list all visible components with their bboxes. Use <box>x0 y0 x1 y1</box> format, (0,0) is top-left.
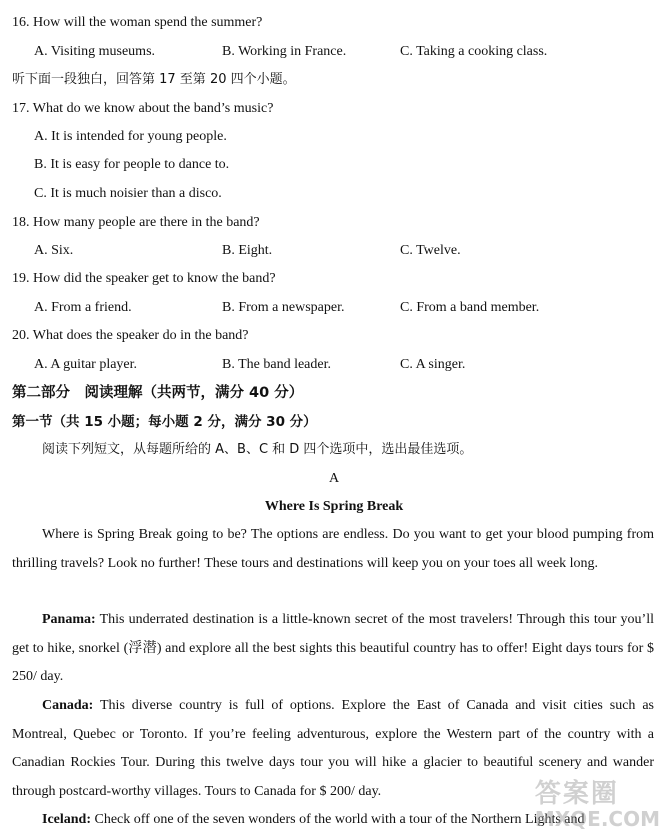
iceland-paragraph <box>12 806 654 835</box>
q18-option-b: B. Eight. <box>222 243 273 258</box>
q18-option-c: C. Twelve. <box>400 243 461 258</box>
q19-option-b: B. From a newspaper. <box>222 300 345 315</box>
q20-option-a: A. A guitar player. <box>34 357 138 372</box>
q16-option-c: C. Taking a cooking class. <box>400 44 548 59</box>
question-20: 20. What does the speaker do in the band? <box>12 328 249 343</box>
canada-paragraph <box>12 692 654 806</box>
watermark-logo-sub: MXQE.COM <box>534 807 660 831</box>
canada-text: This diverse country is full of options. Explore the East of Canada and visit cities such as Montreal, Quebec or Toronto. If you’re feeling adventurous, explore the Western part of the country with a Canadian Rockies Tour. During this twelve days tour you will hike a glacier to beautiful scenery and wander through postcard-worthy villages. Tours to Canada for $ 200/ day. <box>12 698 654 799</box>
panama-paragraph <box>12 606 654 692</box>
passage-letter: A <box>328 471 340 486</box>
question-16: 16. How will the woman spend the summer? <box>12 15 263 30</box>
panama-text: This underrated destination is a little-known secret of the most travelers! Through this tour you’ll get to hike, snorkel (浮潜) and explore all the best sights this beautiful country has to offer! Eight days tours for $ 250/ day. <box>12 612 654 684</box>
reading-instruction: 阅读下列短文，从每题所给的 A、B、C 和 D 四个选项中，选出最佳选项。 <box>42 442 473 457</box>
q16-option-b: B. Working in France. <box>222 44 347 59</box>
q19-option-c: C. From a band member. <box>400 300 540 315</box>
intro-text: Where is Spring Break going to be? The options are endless. Do you want to get your blood pumping from thrilling travels? Look no further! These tours and destinations will keep you on your toes all week long. <box>12 527 654 571</box>
question-19: 19. How did the speaker get to know the band? <box>12 271 276 286</box>
q19-option-a: A. From a friend. <box>34 300 132 315</box>
panama-label: Panama: <box>42 612 96 627</box>
canada-label: Canada: <box>42 698 94 713</box>
q17-option-b: B. It is easy for people to dance to. <box>34 157 230 172</box>
monologue-instruction: 听下面一段独白，回答第 17 至第 20 四个小题。 <box>12 72 296 87</box>
question-18: 18. How many people are there in the band? <box>12 215 260 230</box>
q20-option-b: B. The band leader. <box>222 357 331 372</box>
q17-option-a: A. It is intended for young people. <box>34 129 227 144</box>
passage-intro-paragraph <box>12 521 654 578</box>
q20-option-c: C. A singer. <box>400 357 466 372</box>
iceland-text: Check off one of the seven wonders of the world with a tour of the Northern Lights and <box>91 812 585 827</box>
iceland-label: Iceland: <box>42 812 91 827</box>
passage-title: Where Is Spring Break <box>264 499 404 514</box>
section-one-title: 第一节（共 15 小题；每小题 2 分，满分 30 分） <box>12 414 317 430</box>
q16-option-a: A. Visiting museums. <box>34 44 156 59</box>
q17-option-c: C. It is much noisier than a disco. <box>34 186 222 201</box>
question-17: 17. What do we know about the band’s music? <box>12 101 274 116</box>
part-two-title: 第二部分 阅读理解（共两节，满分 40 分） <box>12 385 304 401</box>
q18-option-a: A. Six. <box>34 243 74 258</box>
watermark-logo-text: 答案圈 <box>534 779 619 809</box>
